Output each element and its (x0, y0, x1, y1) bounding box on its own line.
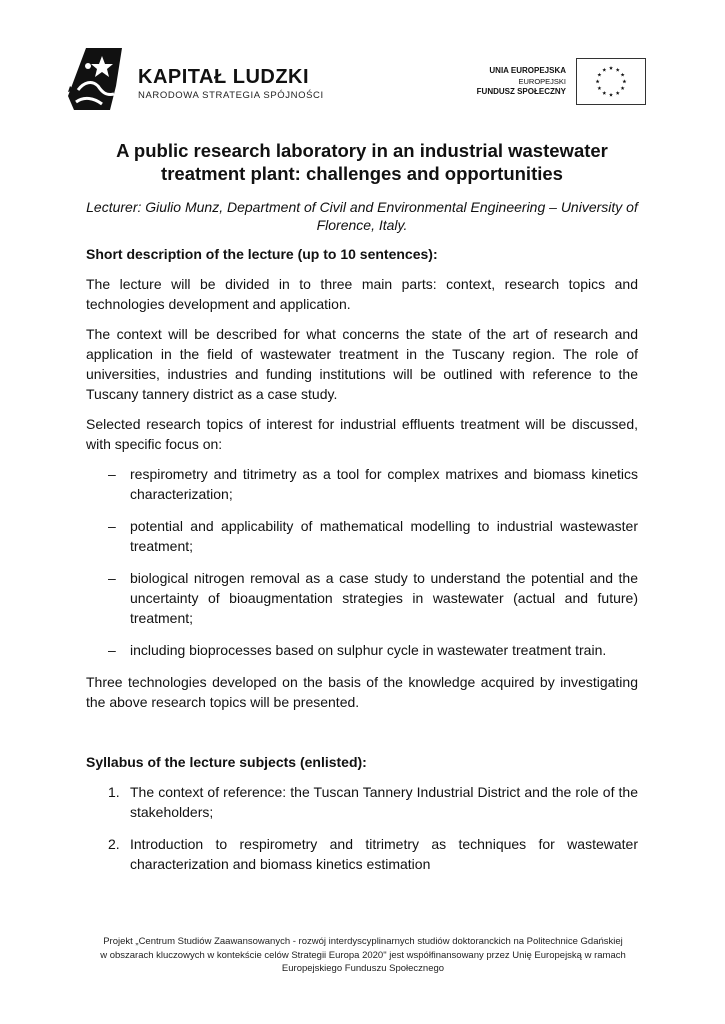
page-header (66, 40, 646, 120)
list-item (86, 834, 638, 874)
eu-star-icon (621, 73, 625, 77)
topics-list (86, 464, 638, 660)
eu-star-icon (609, 66, 613, 70)
page-footer (66, 935, 660, 976)
dash-marker: – (108, 570, 116, 586)
list-item (86, 516, 638, 556)
eu-star-icon (609, 93, 613, 97)
lecturer-line: Lecturer: Giulio Munz, Department of Civil and Environmental Engineering – University of Florence, Italy. (86, 199, 638, 233)
list-item-text: potential and applicability of mathematical modelling to industrial wastewaster treatment; (130, 518, 638, 554)
eu-star-icon (622, 79, 626, 83)
list-item-text: including bioprocesses based on sulphur cycle in wastewater treatment train. (130, 642, 607, 658)
eu-star-icon (596, 79, 600, 83)
main-content (86, 244, 638, 886)
eu-star-icon (597, 86, 601, 90)
syllabus-list (86, 782, 638, 874)
eu-star-icon (602, 91, 606, 95)
description-paragraph-1: The lecture will be divided in to three main parts: context, research topics and technologies development and application. (86, 276, 638, 312)
list-item-text: respirometry and titrimetry as a tool for complex matrixes and biomass kinetics characterization; (130, 466, 638, 502)
eu-star-icon (597, 73, 601, 77)
dash-marker: – (108, 518, 116, 534)
dash-marker: – (108, 642, 116, 658)
eu-star-icon (602, 68, 606, 72)
list-item-text: The context of reference: the Tuscan Tannery Industrial District and the role of the stakeholders; (130, 784, 638, 820)
description-paragraph-3: Selected research topics of interest for industrial effluents treatment will be discussed, with specific focus on: (86, 416, 638, 452)
eu-flag-icon (576, 58, 646, 105)
list-item (86, 782, 638, 822)
footer-line-3: Europejskiego Funduszu Społecznego (281, 963, 445, 974)
logo-title: KAPITAŁ LUDZKI (138, 66, 310, 88)
logo-subtitle: NARODOWA STRATEGIA SPÓJNOŚCI (138, 90, 324, 101)
eu-line-union: UNIA EUROPEJSKA (489, 66, 566, 75)
eu-star-icon (616, 68, 620, 72)
list-item (86, 640, 638, 660)
kapital-ludzki-text (138, 66, 324, 101)
kapital-ludzki-logo (66, 46, 132, 112)
eu-star-icon (621, 86, 625, 90)
description-paragraph-4: Three technologies developed on the basis of the knowledge acquired by investigating the above research topics will be presented. (86, 674, 638, 710)
eu-line-fund: FUNDUSZ SPOŁECZNY (476, 87, 566, 96)
list-item (86, 464, 638, 504)
item-number: 2. (108, 836, 120, 852)
footer-line-2: w obszarach kluczowych w kontekście celów Strategii Europa 2020" jest współfinansowany przez Unię Europejską w ramach (100, 949, 626, 961)
eu-fund-label (477, 66, 566, 98)
list-item-text: biological nitrogen removal as a case study to understand the potential and the uncertainty of bioaugmentation strategies in wastewater (actual and future) treatment; (130, 570, 638, 626)
dash-marker: – (108, 466, 116, 482)
section-spacer (86, 722, 638, 752)
list-item (86, 568, 638, 628)
page-title: A public research laboratory in an industrial wastewater treatment plant: challenges and opportunities (116, 140, 608, 184)
eu-star-icon (616, 91, 620, 95)
item-number: 1. (108, 784, 120, 800)
list-item-text: Introduction to respirometry and titrimetry as techniques for wastewater characterization and biomass kinetics estimation (130, 836, 638, 872)
description-paragraph-2: The context will be described for what concerns the state of the art of research and application in the field of wastewater treatment in the Tuscany region. The role of universities, industries and funding institutions will be outlined with reference to the Tuscany tannery district as a case study. (86, 326, 638, 402)
syllabus-heading: Syllabus of the lecture subjects (enlisted): (86, 754, 367, 770)
eu-line-european: EUROPEJSKI (518, 76, 566, 86)
footer-line-1: Projekt „Centrum Studiów Zaawansowanych - rozwój interdyscyplinarnych studiów doktoranckich na Politechnice Gdańskiej (103, 936, 623, 947)
description-heading: Short description of the lecture (up to 10 sentences): (86, 246, 438, 262)
